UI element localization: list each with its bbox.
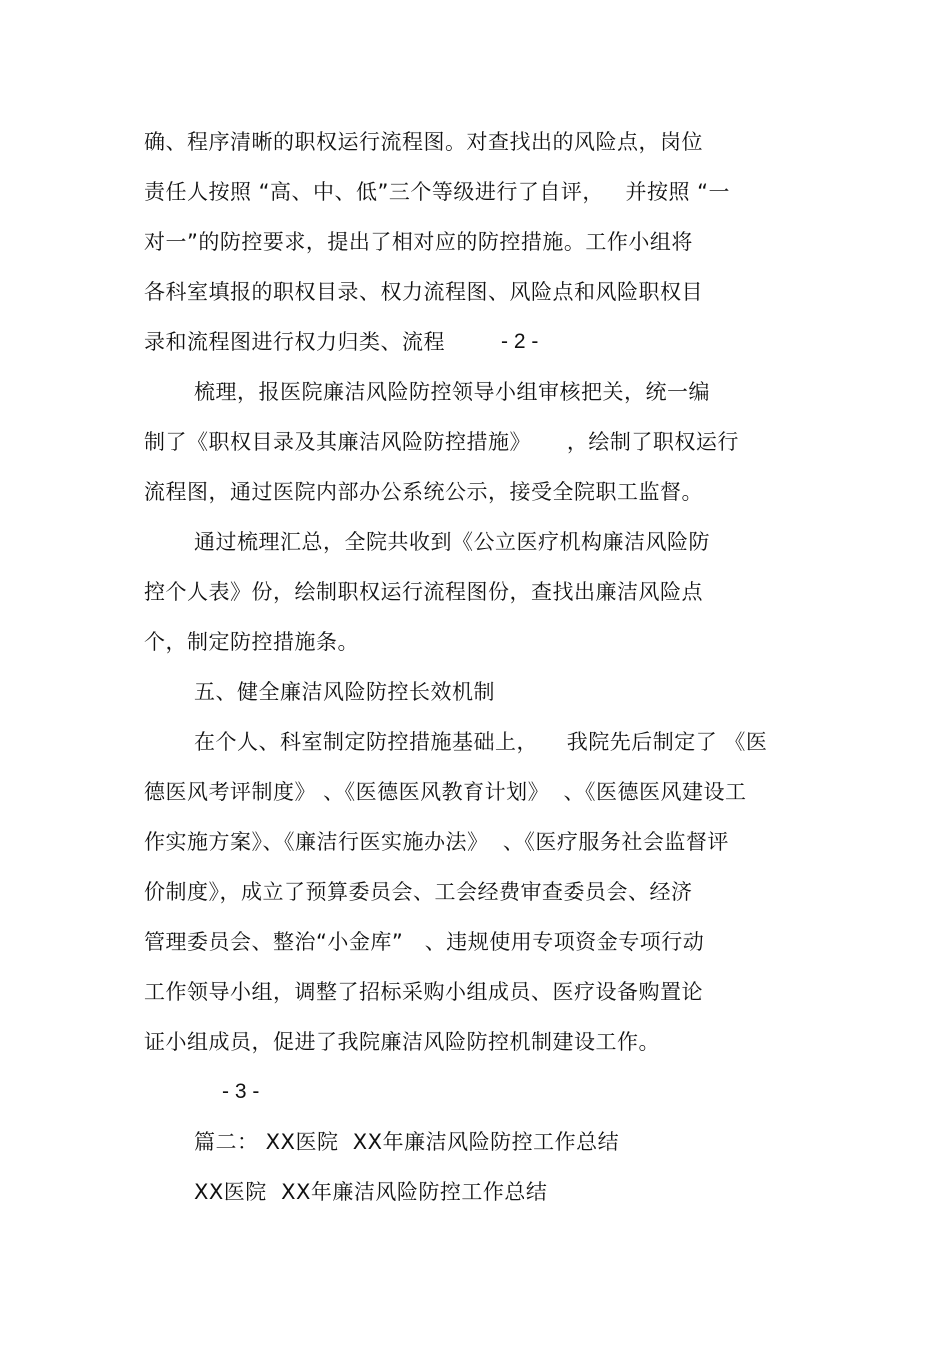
page-number: - 3 - xyxy=(222,1080,260,1103)
text-line: 制了《职权目录及其廉洁风险防控措施》 ，绘制了职权运行 xyxy=(144,430,739,454)
text-line: 控个人表》份，绘制职权运行流程图份，查找出廉洁风险点 xyxy=(144,580,703,604)
page-number: - 2 - xyxy=(501,330,539,353)
text-line: 责任人按照 “高、中、低”三个等级进行了自评， 并按照 “一 xyxy=(144,180,731,204)
text-line: 各科室填报的职权目录、权力流程图、风险点和风险职权目 xyxy=(144,280,703,304)
section-heading: 五、健全廉洁风险防控长效机制 xyxy=(194,680,495,704)
text-line: 对一”的防控要求，提出了相对应的防控措施。工作小组将 xyxy=(144,230,693,254)
text-line: 录和流程图进行权力归类、流程 xyxy=(144,330,445,354)
text-line: 证小组成员，促进了我院廉洁风险防控机制建设工作。 xyxy=(144,1030,660,1054)
article-title: 篇二： XX医院 XX年廉洁风险防控工作总结 xyxy=(194,1130,620,1154)
text-line: 流程图，通过医院内部办公系统公示，接受全院职工监督。 xyxy=(144,480,703,504)
text-line: 梳理，报医院廉洁风险防控领导小组审核把关，统一编 xyxy=(194,380,710,404)
text-line: 在个人、科室制定防控措施基础上， 我院先后制定了 《医 xyxy=(194,730,768,754)
text-line: 作实施方案》、《廉洁行医实施办法》 、《医疗服务社会监督评 xyxy=(144,830,729,854)
document-title: XX医院 XX年廉洁风险防控工作总结 xyxy=(194,1180,548,1204)
text-line: 管理委员会、整治“小金库” 、违规使用专项资金专项行动 xyxy=(144,930,705,954)
text-line: 价制度》，成立了预算委员会、工会经费审查委员会、经济 xyxy=(144,880,693,904)
text-line: 通过梳理汇总，全院共收到《公立医疗机构廉洁风险防 xyxy=(194,530,710,554)
text-line: 德医风考评制度》 、《医德医风教育计划》 、《医德医风建设工 xyxy=(144,780,747,804)
text-line: 个，制定防控措施条。 xyxy=(144,630,359,654)
text-line: 工作领导小组，调整了招标采购小组成员、医疗设备购置论 xyxy=(144,980,703,1004)
text-line: 确、程序清晰的职权运行流程图。对查找出的风险点，岗位 xyxy=(144,130,703,154)
